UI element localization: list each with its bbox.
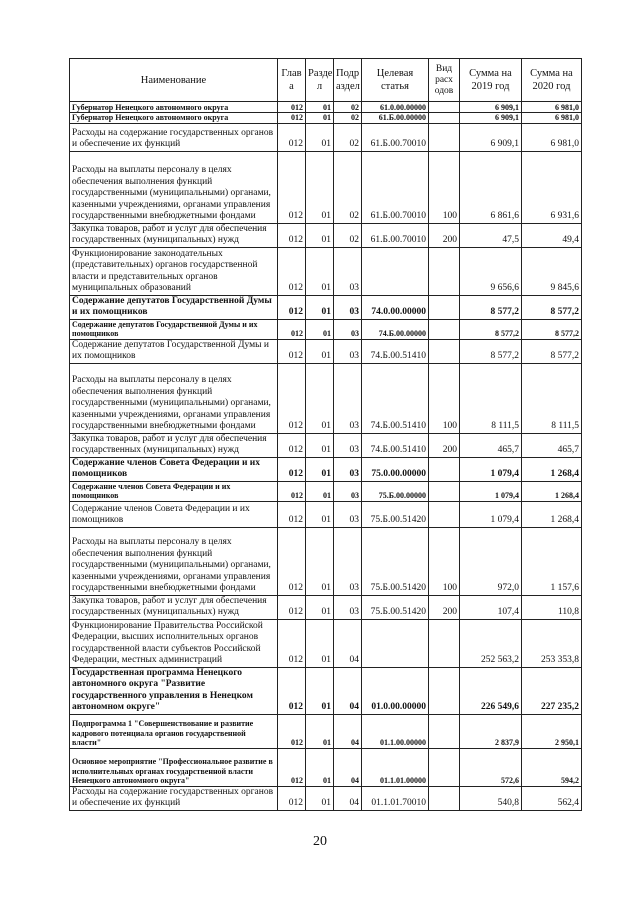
header-name: Наименование — [70, 59, 278, 102]
name-cell: Основное мероприятие "Профессиональное развитие в исполнительных органах государственной власти Ненецкого автономного округа" — [70, 748, 278, 786]
sum-2019-cell: 8 577,2 — [460, 319, 522, 339]
table-row — [70, 151, 582, 223]
sum-2019-cell: 6 909,1 — [460, 123, 522, 151]
table-row — [70, 748, 582, 786]
sum-2020-cell: 1 268,4 — [522, 481, 582, 501]
statya-cell: 75.Б.00.00000 — [362, 481, 429, 501]
podrazdel-cell: 03 — [334, 319, 362, 339]
statya-cell: 74.Б.00.51410 — [362, 363, 429, 433]
table-row — [70, 319, 582, 339]
podrazdel-cell: 03 — [334, 247, 362, 295]
vid-cell — [429, 619, 460, 667]
glava-cell: 012 — [278, 619, 306, 667]
vid-cell — [429, 748, 460, 786]
table-row — [70, 619, 582, 667]
statya-cell: 01.1.01.00000 — [362, 748, 429, 786]
razdel-cell: 01 — [306, 667, 334, 714]
sum-2020-cell: 465,7 — [522, 433, 582, 457]
glava-cell: 012 — [278, 457, 306, 481]
name-cell: Губернатор Ненецкого автономного округа — [70, 102, 278, 113]
razdel-cell: 01 — [306, 457, 334, 481]
razdel-cell: 01 — [306, 714, 334, 748]
statya-cell: 75.0.00.00000 — [362, 457, 429, 481]
statya-cell: 01.1.01.70010 — [362, 786, 429, 810]
razdel-cell: 01 — [306, 619, 334, 667]
sum-2019-cell: 1 079,4 — [460, 501, 522, 527]
vid-cell — [429, 113, 460, 124]
table-row — [70, 223, 582, 247]
table-row — [70, 295, 582, 319]
vid-cell: 100 — [429, 151, 460, 223]
sum-2020-cell: 6 981,0 — [522, 123, 582, 151]
sum-2019-cell: 252 563,2 — [460, 619, 522, 667]
vid-cell — [429, 295, 460, 319]
podrazdel-cell: 03 — [334, 295, 362, 319]
table-row — [70, 113, 582, 124]
name-cell: Расходы на выплаты персоналу в целях обеспечения выполнения функций государственными (муниципальными) органами, казенными учреждениями, органами управления государственными внебюджетными фондами — [70, 151, 278, 223]
sum-2020-cell: 227 235,2 — [522, 667, 582, 714]
podrazdel-cell: 03 — [334, 501, 362, 527]
glava-cell: 012 — [278, 223, 306, 247]
statya-cell: 01.1.00.00000 — [362, 714, 429, 748]
glava-cell: 012 — [278, 319, 306, 339]
sum-2019-cell: 107,4 — [460, 595, 522, 619]
statya-cell: 74.Б.00.51410 — [362, 339, 429, 363]
sum-2020-cell: 562,4 — [522, 786, 582, 810]
vid-cell — [429, 714, 460, 748]
razdel-cell: 01 — [306, 295, 334, 319]
podrazdel-cell: 03 — [334, 457, 362, 481]
razdel-cell: 01 — [306, 339, 334, 363]
sum-2020-cell: 110,8 — [522, 595, 582, 619]
statya-cell: 75.Б.00.51420 — [362, 527, 429, 595]
sum-2020-cell: 6 981,0 — [522, 113, 582, 124]
vid-cell — [429, 319, 460, 339]
name-cell: Расходы на содержание государственных органов и обеспечение их функций — [70, 786, 278, 810]
name-cell: Функционирование законодательных (представительных) органов государственной власти и представительных органов муниципальных образований — [70, 247, 278, 295]
podrazdel-cell: 02 — [334, 113, 362, 124]
sum-2020-cell: 1 268,4 — [522, 501, 582, 527]
sum-2020-cell: 6 931,6 — [522, 151, 582, 223]
vid-cell — [429, 457, 460, 481]
name-cell: Содержание депутатов Государственной Думы и их помощников — [70, 319, 278, 339]
sum-2020-cell: 6 981,0 — [522, 102, 582, 113]
razdel-cell: 01 — [306, 223, 334, 247]
budget-table-container — [69, 58, 581, 811]
glava-cell: 012 — [278, 151, 306, 223]
sum-2020-cell: 1 157,6 — [522, 527, 582, 595]
podrazdel-cell: 02 — [334, 151, 362, 223]
name-cell: Содержание депутатов Государственной Думы и их помощников — [70, 339, 278, 363]
glava-cell: 012 — [278, 748, 306, 786]
razdel-cell: 01 — [306, 363, 334, 433]
vid-cell — [429, 481, 460, 501]
statya-cell: 75.Б.00.51420 — [362, 595, 429, 619]
vid-cell — [429, 123, 460, 151]
table-row — [70, 102, 582, 113]
sum-2019-cell: 572,6 — [460, 748, 522, 786]
table-row — [70, 595, 582, 619]
vid-cell: 200 — [429, 595, 460, 619]
sum-2020-cell: 8 577,2 — [522, 295, 582, 319]
razdel-cell: 01 — [306, 113, 334, 124]
glava-cell: 012 — [278, 786, 306, 810]
podrazdel-cell: 04 — [334, 714, 362, 748]
statya-cell: 74.Б.00.00000 — [362, 319, 429, 339]
razdel-cell: 01 — [306, 247, 334, 295]
sum-2020-cell: 594,2 — [522, 748, 582, 786]
glava-cell: 012 — [278, 113, 306, 124]
vid-cell — [429, 501, 460, 527]
statya-cell: 75.Б.00.51420 — [362, 501, 429, 527]
sum-2020-cell: 2 950,1 — [522, 714, 582, 748]
name-cell: Расходы на выплаты персоналу в целях обеспечения выполнения функций государственными (муниципальными) органами, казенными учреждениями, органами управления государственными внебюджетными фондами — [70, 363, 278, 433]
glava-cell: 012 — [278, 123, 306, 151]
glava-cell: 012 — [278, 295, 306, 319]
sum-2020-cell: 1 268,4 — [522, 457, 582, 481]
glava-cell: 012 — [278, 667, 306, 714]
statya-cell: 61.Б.00.00000 — [362, 113, 429, 124]
statya-cell: 61.Б.00.70010 — [362, 123, 429, 151]
statya-cell: 01.0.00.00000 — [362, 667, 429, 714]
razdel-cell: 01 — [306, 433, 334, 457]
table-row — [70, 527, 582, 595]
glava-cell: 012 — [278, 339, 306, 363]
vid-cell — [429, 339, 460, 363]
statya-cell: 74.0.00.00000 — [362, 295, 429, 319]
podrazdel-cell: 04 — [334, 667, 362, 714]
table-body — [70, 102, 582, 811]
table-row — [70, 247, 582, 295]
vid-cell: 100 — [429, 527, 460, 595]
table-row — [70, 667, 582, 714]
name-cell: Расходы на выплаты персоналу в целях обеспечения выполнения функций государственными (муниципальными) органами, казенными учреждениями, органами управления государственными внебюджетными фондами — [70, 527, 278, 595]
table-row — [70, 714, 582, 748]
glava-cell: 012 — [278, 363, 306, 433]
vid-cell: 100 — [429, 363, 460, 433]
page-number: 20 — [313, 834, 327, 849]
vid-cell — [429, 667, 460, 714]
table-row — [70, 339, 582, 363]
razdel-cell: 01 — [306, 501, 334, 527]
sum-2020-cell: 9 845,6 — [522, 247, 582, 295]
header-vid: Вид расх одов — [429, 59, 460, 102]
vid-cell: 200 — [429, 433, 460, 457]
sum-2019-cell: 47,5 — [460, 223, 522, 247]
sum-2019-cell: 2 837,9 — [460, 714, 522, 748]
podrazdel-cell: 03 — [334, 433, 362, 457]
razdel-cell: 01 — [306, 319, 334, 339]
sum-2019-cell: 8 577,2 — [460, 339, 522, 363]
sum-2020-cell: 8 577,2 — [522, 339, 582, 363]
statya-cell: 61.Б.00.70010 — [362, 223, 429, 247]
sum-2019-cell: 972,0 — [460, 527, 522, 595]
razdel-cell: 01 — [306, 481, 334, 501]
header-sum-2019: Сумма на 2019 год — [460, 59, 522, 102]
header-sum-2020: Сумма на 2020 год — [522, 59, 582, 102]
header-podrazdel: Подр аздел — [334, 59, 362, 102]
table-row — [70, 786, 582, 810]
sum-2019-cell: 6 861,6 — [460, 151, 522, 223]
header-statya: Целевая статья — [362, 59, 429, 102]
statya-cell — [362, 247, 429, 295]
sum-2019-cell: 465,7 — [460, 433, 522, 457]
razdel-cell: 01 — [306, 102, 334, 113]
podrazdel-cell: 03 — [334, 595, 362, 619]
sum-2019-cell: 1 079,4 — [460, 481, 522, 501]
podrazdel-cell: 02 — [334, 102, 362, 113]
header-glava: Глав а — [278, 59, 306, 102]
sum-2019-cell: 9 656,6 — [460, 247, 522, 295]
table-row — [70, 481, 582, 501]
podrazdel-cell: 04 — [334, 786, 362, 810]
razdel-cell: 01 — [306, 748, 334, 786]
table-row — [70, 123, 582, 151]
razdel-cell: 01 — [306, 151, 334, 223]
vid-cell — [429, 102, 460, 113]
statya-cell: 61.Б.00.70010 — [362, 151, 429, 223]
table-row — [70, 433, 582, 457]
table-row — [70, 363, 582, 433]
name-cell: Содержание членов Совета Федерации и их помощников — [70, 457, 278, 481]
sum-2019-cell: 6 909,1 — [460, 113, 522, 124]
statya-cell — [362, 619, 429, 667]
podrazdel-cell: 03 — [334, 339, 362, 363]
table-row — [70, 457, 582, 481]
name-cell: Закупка товаров, работ и услуг для обеспечения государственных (муниципальных) нужд — [70, 595, 278, 619]
razdel-cell: 01 — [306, 527, 334, 595]
sum-2019-cell: 540,8 — [460, 786, 522, 810]
podrazdel-cell: 02 — [334, 223, 362, 247]
name-cell: Государственная программа Ненецкого автономного округа "Развитие государственного управления в Ненецком автономном округе" — [70, 667, 278, 714]
glava-cell: 012 — [278, 527, 306, 595]
podrazdel-cell: 03 — [334, 481, 362, 501]
table-row — [70, 501, 582, 527]
name-cell: Содержание депутатов Государственной Думы и их помощников — [70, 295, 278, 319]
vid-cell: 200 — [429, 223, 460, 247]
podrazdel-cell: 03 — [334, 527, 362, 595]
sum-2019-cell: 226 549,6 — [460, 667, 522, 714]
header-razdel: Разде л — [306, 59, 334, 102]
glava-cell: 012 — [278, 247, 306, 295]
name-cell: Закупка товаров, работ и услуг для обеспечения государственных (муниципальных) нужд — [70, 433, 278, 457]
razdel-cell: 01 — [306, 786, 334, 810]
podrazdel-cell: 03 — [334, 363, 362, 433]
budget-table — [69, 58, 582, 811]
name-cell: Функционирование Правительства Российской Федерации, высших исполнительных органов государственной власти субъектов Российской Федерации, местных администраций — [70, 619, 278, 667]
glava-cell: 012 — [278, 595, 306, 619]
podrazdel-cell: 02 — [334, 123, 362, 151]
name-cell: Содержание членов Совета Федерации и их помощников — [70, 481, 278, 501]
glava-cell: 012 — [278, 714, 306, 748]
razdel-cell: 01 — [306, 595, 334, 619]
glava-cell: 012 — [278, 501, 306, 527]
name-cell: Губернатор Ненецкого автономного округа — [70, 113, 278, 124]
vid-cell — [429, 786, 460, 810]
glava-cell: 012 — [278, 481, 306, 501]
podrazdel-cell: 04 — [334, 748, 362, 786]
table-header-row — [70, 59, 582, 102]
podrazdel-cell: 04 — [334, 619, 362, 667]
sum-2019-cell: 6 909,1 — [460, 102, 522, 113]
vid-cell — [429, 247, 460, 295]
sum-2020-cell: 49,4 — [522, 223, 582, 247]
sum-2019-cell: 8 111,5 — [460, 363, 522, 433]
name-cell: Подпрограмма 1 "Совершенствование и развитие кадрового потенциала органов государственной власти" — [70, 714, 278, 748]
razdel-cell: 01 — [306, 123, 334, 151]
sum-2020-cell: 8 577,2 — [522, 319, 582, 339]
sum-2019-cell: 1 079,4 — [460, 457, 522, 481]
name-cell: Закупка товаров, работ и услуг для обеспечения государственных (муниципальных) нужд — [70, 223, 278, 247]
sum-2020-cell: 8 111,5 — [522, 363, 582, 433]
name-cell: Расходы на содержание государственных органов и обеспечение их функций — [70, 123, 278, 151]
glava-cell: 012 — [278, 102, 306, 113]
statya-cell: 74.Б.00.51410 — [362, 433, 429, 457]
sum-2020-cell: 253 353,8 — [522, 619, 582, 667]
name-cell: Содержание членов Совета Федерации и их помощников — [70, 501, 278, 527]
sum-2019-cell: 8 577,2 — [460, 295, 522, 319]
statya-cell: 61.0.00.00000 — [362, 102, 429, 113]
glava-cell: 012 — [278, 433, 306, 457]
